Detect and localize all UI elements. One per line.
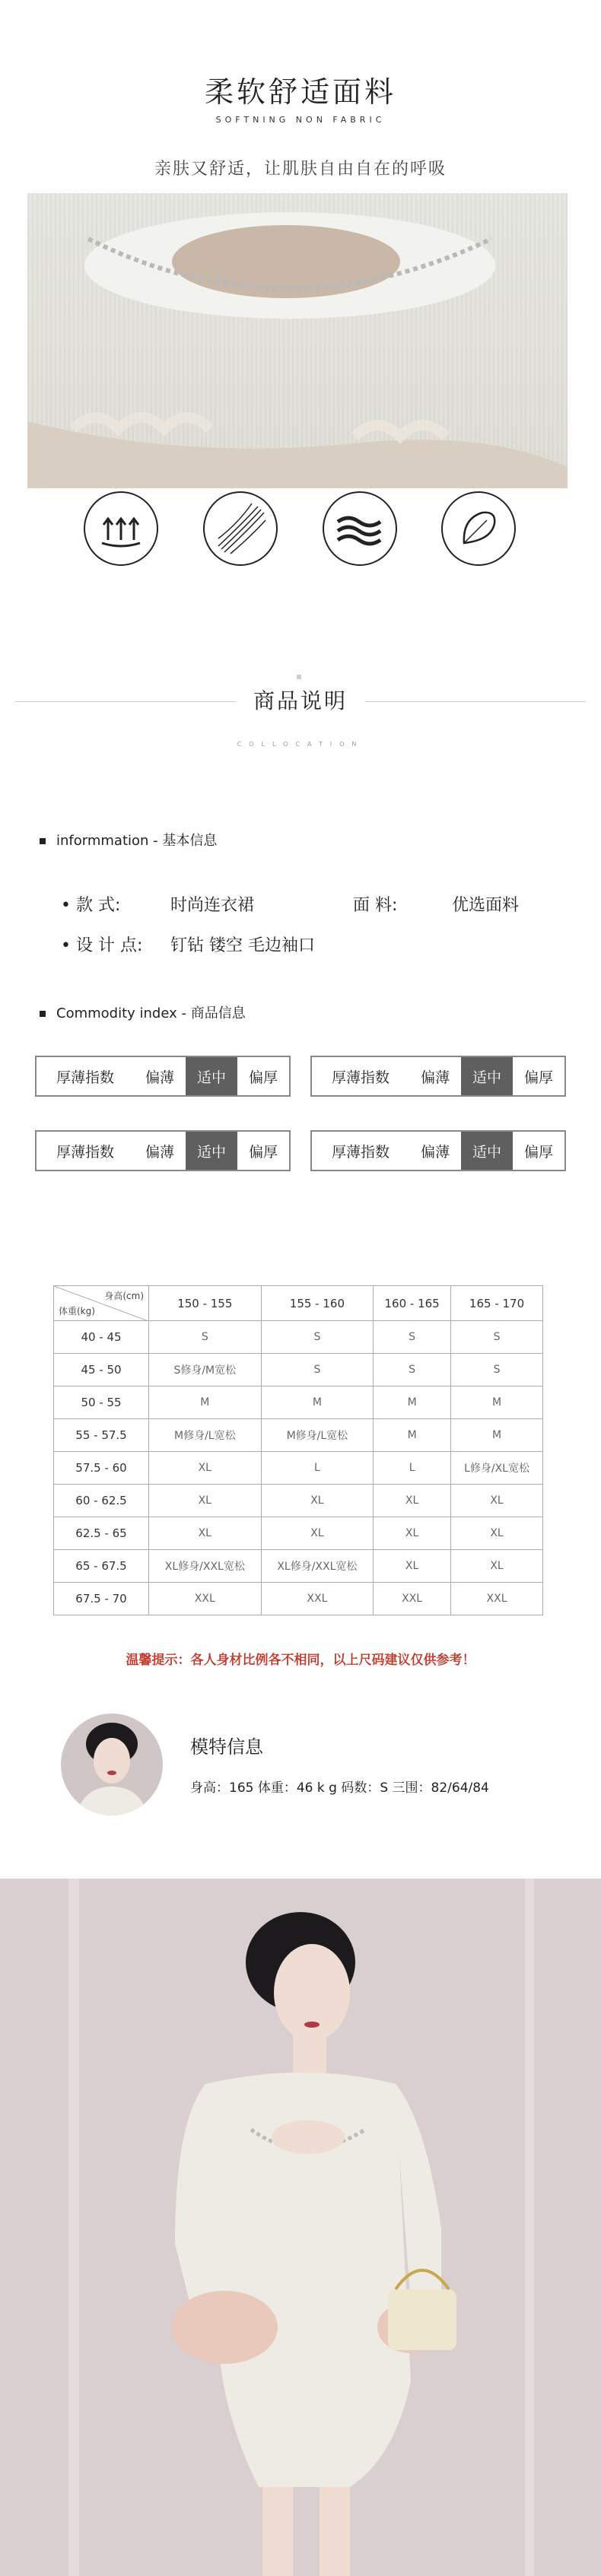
size-cell: XXL [374, 1583, 451, 1615]
leaf-soft-icon [441, 491, 516, 566]
page-title: 柔软舒适面料 [204, 75, 396, 109]
thickness-index-box [35, 1056, 291, 1097]
size-cell: S [261, 1321, 374, 1354]
tagline: 亲肤又舒适，让肌肤自由自在的呼吸 [154, 160, 447, 179]
thickness-index-box [310, 1056, 566, 1097]
weight-range-cell: 45 - 50 [54, 1354, 149, 1386]
size-cell: XL修身/XXL宽松 [149, 1550, 262, 1583]
table-row [54, 1452, 543, 1485]
size-cell: L [261, 1452, 374, 1485]
size-warning: 温馨提示：各人身材比例各不相同，以上尺码建议仅供参考！ [126, 1653, 475, 1668]
size-chart-table [53, 1285, 543, 1615]
height-header: 155 - 160 [261, 1286, 374, 1321]
size-cell: S [451, 1321, 543, 1354]
table-row [54, 1583, 543, 1615]
thickness-index-box [35, 1130, 291, 1171]
size-cell: XL [374, 1485, 451, 1517]
option-thin: 偏薄 [420, 1143, 450, 1161]
size-cell: XL [451, 1550, 543, 1583]
design-value: 钉钻 镂空 毛边袖口 [170, 936, 315, 955]
weight-range-cell: 67.5 - 70 [54, 1583, 149, 1615]
height-header: 165 - 170 [451, 1286, 543, 1321]
size-cell: XL [149, 1485, 262, 1517]
size-cell: L修身/XL宽松 [451, 1452, 543, 1485]
style-label: • 款 式: [61, 896, 121, 915]
weight-corner-label: 体重(kg) [59, 1306, 95, 1317]
wave-flow-icon [323, 491, 397, 566]
table-corner-cell [54, 1286, 149, 1321]
size-cell: XXL [451, 1583, 543, 1615]
size-cell: M [149, 1386, 262, 1419]
option-thick: 偏厚 [248, 1143, 278, 1161]
weight-range-cell: 65 - 67.5 [54, 1550, 149, 1583]
section-title: 商品说明 [253, 688, 348, 713]
option-medium-selected: 适中 [186, 1132, 237, 1170]
size-cell: XL [374, 1550, 451, 1583]
size-cell: S [451, 1354, 543, 1386]
size-cell: M修身/L宽松 [261, 1419, 374, 1452]
index-label: 厚薄指数 [331, 1069, 390, 1086]
size-cell: XL [374, 1517, 451, 1550]
fabric-closeup-photo [27, 193, 568, 488]
option-thick: 偏厚 [523, 1069, 553, 1086]
size-cell: XXL [261, 1583, 374, 1615]
weight-range-cell: 57.5 - 60 [54, 1452, 149, 1485]
size-cell: S修身/M宽松 [149, 1354, 262, 1386]
size-cell: XL [451, 1485, 543, 1517]
size-cell: M [374, 1419, 451, 1452]
option-medium-selected: 适中 [461, 1132, 513, 1170]
size-cell: S [374, 1354, 451, 1386]
model-info-title: 模特信息 [190, 1736, 263, 1758]
option-thick: 偏厚 [523, 1143, 553, 1161]
weight-range-cell: 60 - 62.5 [54, 1485, 149, 1517]
size-cell: S [261, 1354, 374, 1386]
commodity-index-heading: Commodity index - 商品信息 [40, 1002, 246, 1022]
size-cell: XL [261, 1517, 374, 1550]
option-thick: 偏厚 [248, 1069, 278, 1086]
table-row [54, 1321, 543, 1354]
size-cell: M [261, 1386, 374, 1419]
option-thin: 偏薄 [145, 1069, 174, 1086]
model-stats: 身高：165 体重：46 k g 码数：S 三围：82/64/84 [190, 1780, 489, 1796]
fabric-label: 面 料: [353, 896, 398, 915]
page-subtitle: SOFTNING NON FABRIC [215, 115, 386, 125]
size-cell: M [374, 1386, 451, 1419]
section-dot [297, 675, 301, 679]
table-row [54, 1550, 543, 1583]
size-cell: XL [451, 1517, 543, 1550]
table-row [54, 1517, 543, 1550]
fiber-texture-icon [203, 491, 278, 566]
model-avatar [61, 1714, 163, 1815]
option-medium-selected: 适中 [461, 1057, 513, 1095]
index-label: 厚薄指数 [56, 1143, 114, 1161]
fabric-value: 优选面料 [452, 896, 520, 915]
index-label: 厚薄指数 [331, 1143, 390, 1161]
table-row [54, 1419, 543, 1452]
weight-range-cell: 62.5 - 65 [54, 1517, 149, 1550]
section-subtitle: COLLOCATION [237, 741, 364, 748]
model-photo [0, 1879, 601, 2576]
size-cell: M修身/L宽松 [149, 1419, 262, 1452]
option-medium-selected: 适中 [186, 1057, 237, 1095]
height-header: 150 - 155 [149, 1286, 262, 1321]
size-cell: L [374, 1452, 451, 1485]
thickness-index-box [310, 1130, 566, 1171]
weight-range-cell: 55 - 57.5 [54, 1419, 149, 1452]
size-cell: XL [149, 1517, 262, 1550]
option-thin: 偏薄 [420, 1069, 450, 1086]
size-cell: M [451, 1386, 543, 1419]
weight-range-cell: 40 - 45 [54, 1321, 149, 1354]
size-cell: M [451, 1419, 543, 1452]
breathable-arrows-icon [84, 491, 158, 566]
size-cell: XXL [149, 1583, 262, 1615]
table-row [54, 1485, 543, 1517]
weight-range-cell: 50 - 55 [54, 1386, 149, 1419]
size-cell: XL修身/XXL宽松 [261, 1550, 374, 1583]
table-row [54, 1386, 543, 1419]
size-cell: S [149, 1321, 262, 1354]
style-value: 时尚连衣裙 [170, 896, 255, 915]
height-header: 160 - 165 [374, 1286, 451, 1321]
size-cell: S [374, 1321, 451, 1354]
design-label: • 设 计 点: [61, 936, 143, 955]
height-corner-label: 身高(cm) [104, 1291, 144, 1301]
size-cell: XL [261, 1485, 374, 1517]
size-cell: XL [149, 1452, 262, 1485]
basic-info-heading: informmation - 基本信息 [40, 830, 217, 850]
option-thin: 偏薄 [145, 1143, 174, 1161]
table-row [54, 1354, 543, 1386]
index-label: 厚薄指数 [56, 1069, 114, 1086]
